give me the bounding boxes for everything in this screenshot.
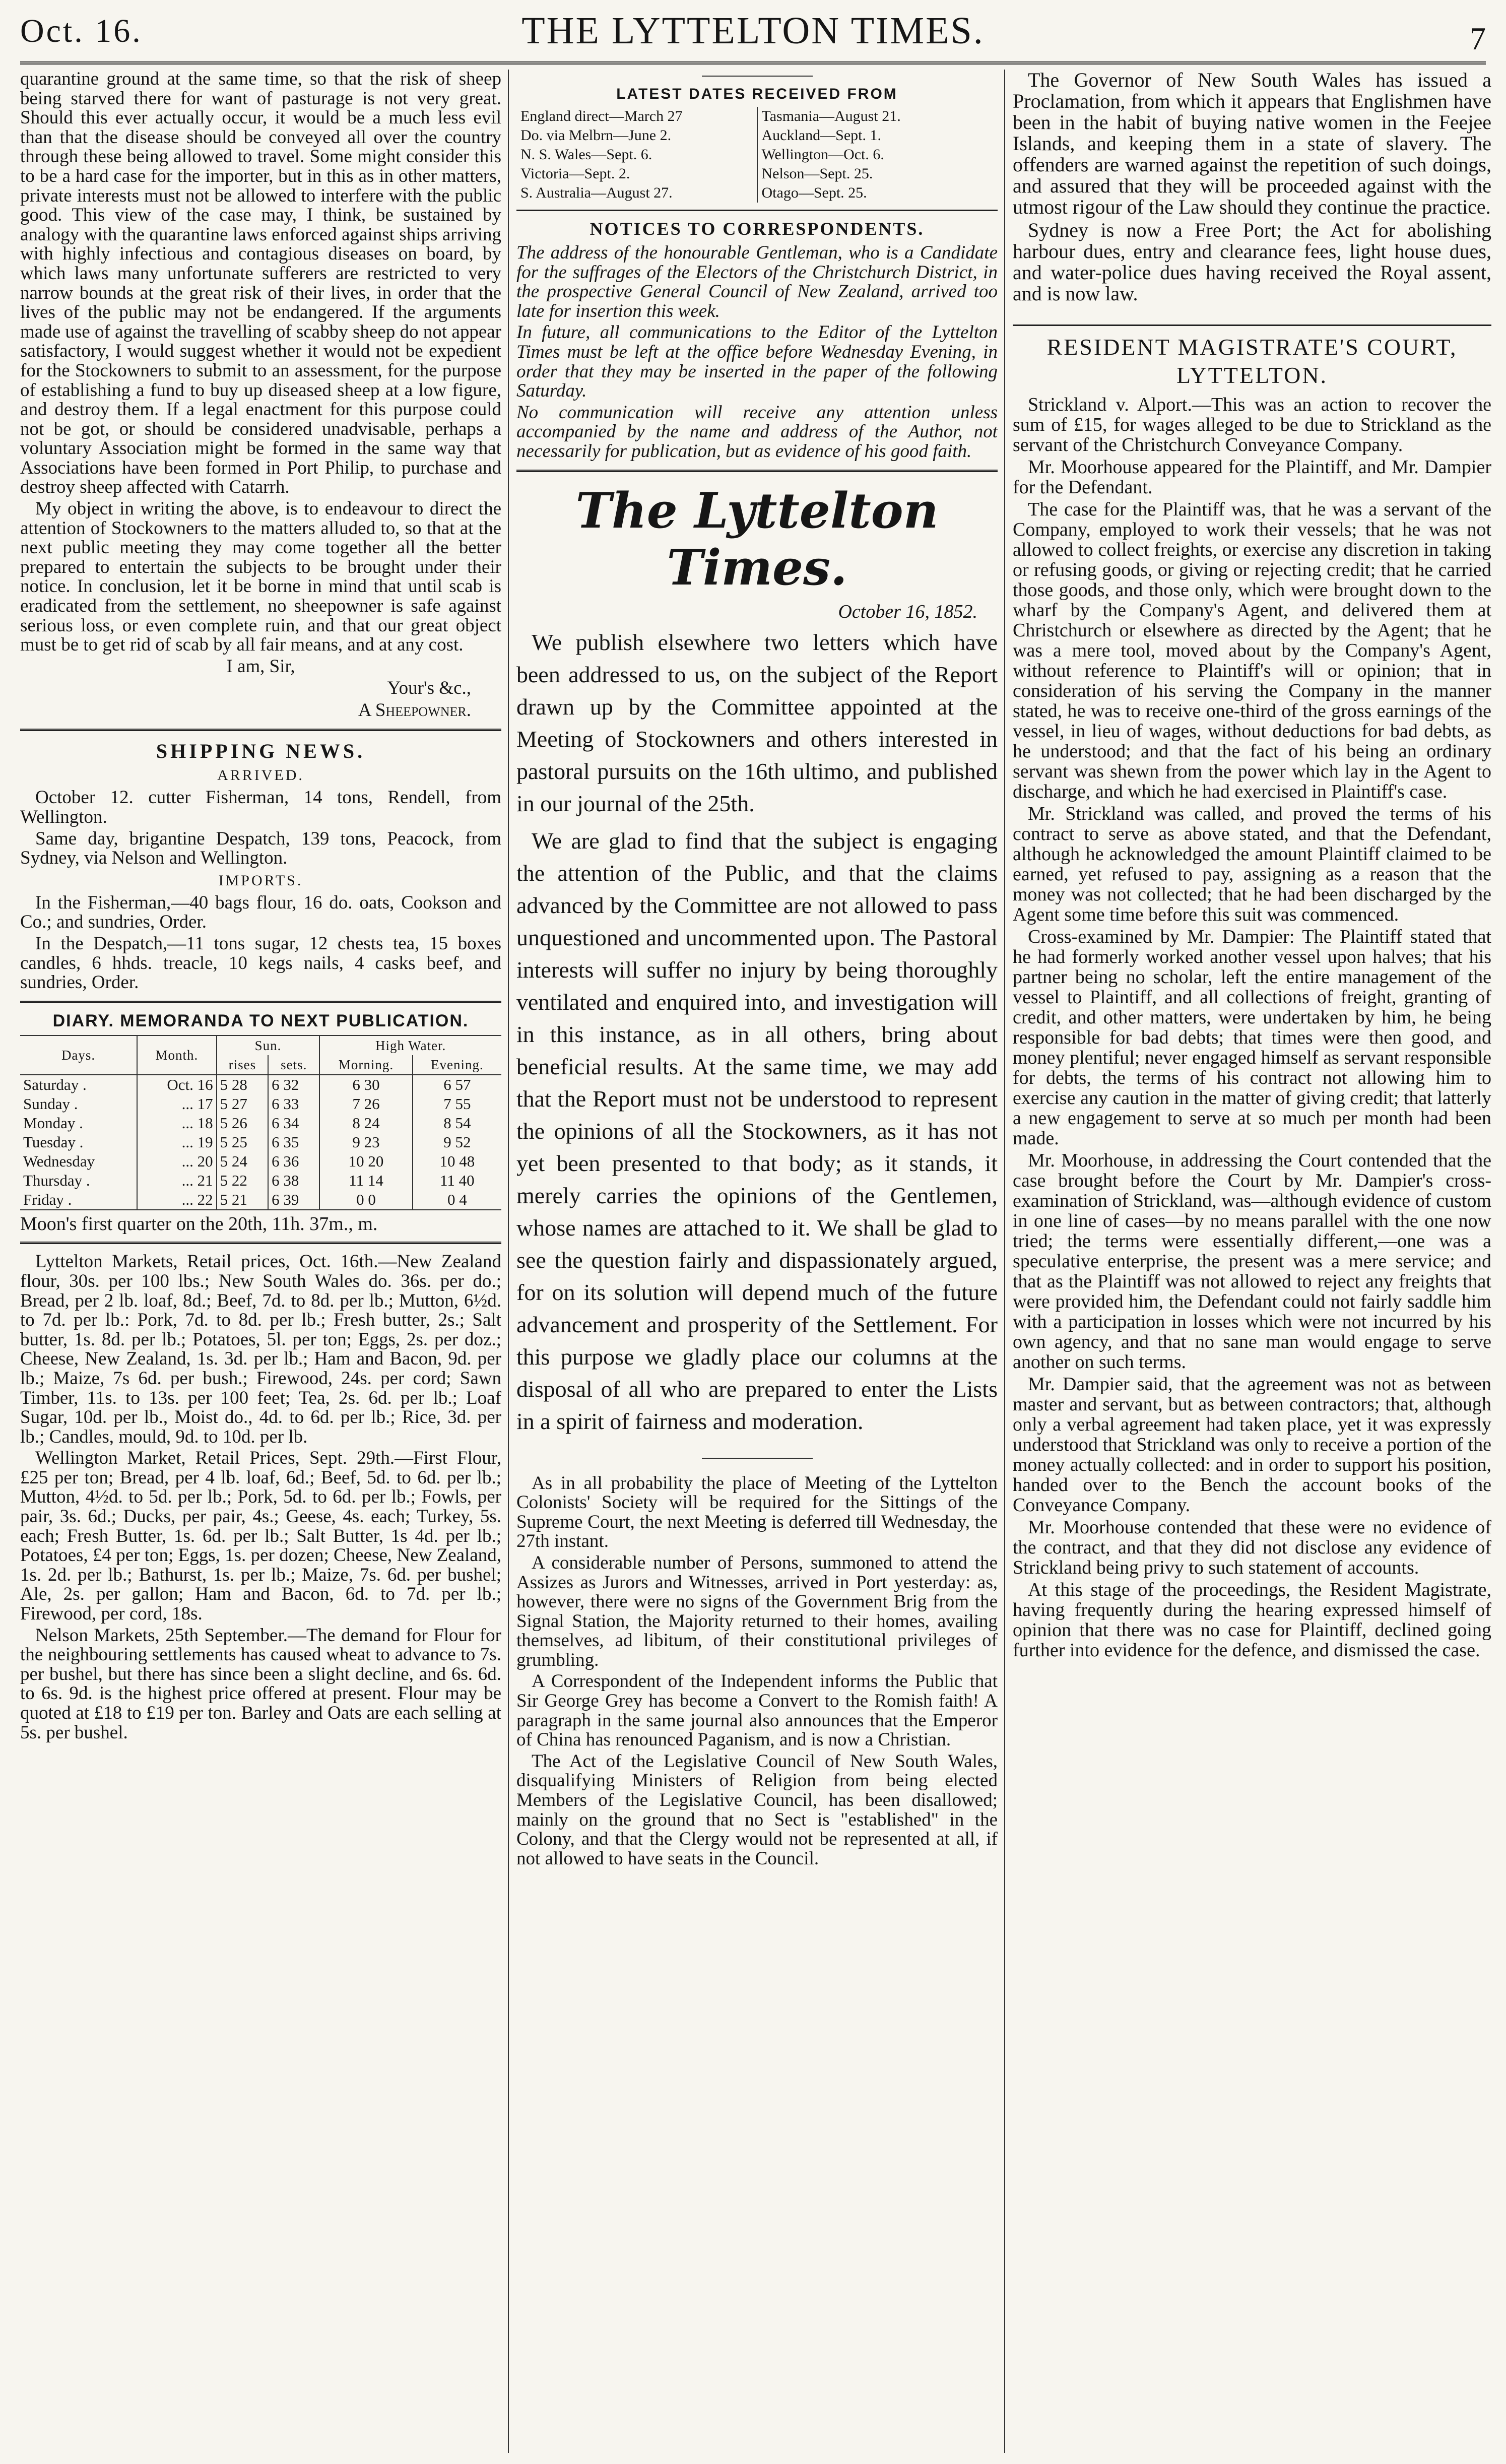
news-item: Sydney is now a Free Port; the Act for abolishing harbour dues, entry and clearance fees, light house dues, and water-police dues having received the Royal assent, and is now law. (1013, 219, 1491, 305)
news-item: The Act of the Legislative Council of New South Wales, disqualifying Ministers of Religion from being elected Members of the Legislative Council, has been disallowed; mainly on the ground that no Sect is "established" in the Colony, and that the Clergy would not be represented at all, if not allowed to have seats in the Council. (516, 1750, 998, 1869)
section-heading: NOTICES TO CORRESPONDENTS. (590, 219, 925, 239)
nelson-markets: Nelson Markets, 25th September.—The demand for Flour for the neighbouring settlements has caused wheat to advance to 7s. per bushel, but there has since been a slight decline, and 6s. 6d. to 6s. 9d. is the highest price offered at present. Flour may be quoted at £18 to £19 per ton. Barley and Oats are each selling at 5s. per bushel. (20, 1625, 501, 1743)
court-paragraph: Mr. Moorhouse contended that these were no evidence of the contract, and that they did not disclose any evidence of Strickland being privy to such statement of accounts. (1013, 1517, 1491, 1578)
shipping-entry: October 12. cutter Fisherman, 14 tons, Rendell, from Wellington. (20, 787, 501, 827)
shipping-entry: Same day, brigantine Despatch, 139 tons, Peacock, from Sydney, via Nelson and Wellington. (20, 828, 501, 869)
subheading: IMPORTS. (218, 872, 303, 889)
letter-paragraph: quarantine ground at the same time, so that the risk of sheep being starved there for want of pasturage is not very great. Should this ever actually occur, it would be a much less evil than that the disease should be conveyed all over the country through these being allowed to travel. Some might consider this to be a hard case for the importer, but in this as in other matters, private interests must not be allowed to interfere with the public good. This view of the case may, I think, be sustained by analogy with the quarantine laws enforced against ships arriving with highly infectious and contagious diseases on board, by which laws many unfortunate sufferers are restricted to very narrow bounds at the great risk of their lives, in order that the lives of the public may not be endangered. If the arguments made use of against the travelling of scabby sheep do not appear satisfactory, I would suggest whether it would not be expedient for the Stockowners to submit to an assessment, for the purpose of establishing a fund to buy up diseased sheep at a low figure, and destroy them. If a legal enactment for this purpose could not be got, or should be considered unadvisable, perhaps a voluntary Association might be formed in the same way that Associations have been formed in Port Philip, to purchase and destroy sheep affected with Catarrh. (20, 70, 501, 498)
page-number: 7 (1470, 21, 1486, 56)
column-divider (1004, 70, 1005, 2453)
letter-to-editor (20, 70, 501, 721)
table-row: Tuesday . ... 19 5 25 6 35 9 23 9 52 (20, 1133, 501, 1152)
editorial-paragraph: We publish elsewhere two letters which have been addressed to us, on the subject of the Report drawn up by the Committee appointed at the Meeting of Stockowners and others interested in pastoral pursuits on the 16th ultimo, and published in our journal of the 25th. (516, 629, 998, 816)
date-entry: Auckland—Sept. 1. (761, 127, 881, 144)
notice-item: The address of the honourable Gentleman, who is a Candidate for the suffrages of the Electors of the Christchurch District, in the prospective General Council of New Zealand, arrived too late for insertion this week. (516, 242, 998, 321)
news-item: A considerable number of Persons, summoned to attend the Assizes as Jurors and Witnesses, arrived in Port yesterday: as, however, there were no signs of the Government Brig from the Signal Station, the Majority returned to their homes, availing themselves, ad libitum, of their constitutional privileges of grumbling. (516, 1552, 998, 1670)
markets (20, 1252, 501, 1742)
issue-date: Oct. 16. (20, 13, 143, 49)
section-heading: DIARY. MEMORANDA TO NEXT PUBLICATION. (52, 1011, 469, 1030)
news-item: The Governor of New South Wales has issued a Proclamation, from which it appears that Englishmen have been in the habit of buying native women in the Feejee Islands, and keeping them in a state of slavery. The offenders are warned against the repetition of such doings, and assured that they will be proceeded against with the utmost rigour of the Law should they continue the practice. (1013, 70, 1491, 218)
news-item: As in all probability the place of Meeting of the Lyttelton Colonists' Society will be required for the Sittings of the Supreme Court, the next Meeting is deferred till Wednesday, the 27th instant. (516, 1472, 998, 1552)
date-entry: Otago—Sept. 25. (761, 184, 867, 201)
table-row: Friday . ... 22 5 21 6 39 0 0 0 4 (20, 1190, 501, 1210)
section-heading: SHIPPING NEWS. (156, 740, 366, 763)
latest-dates (516, 86, 998, 203)
magistrates-court (1013, 333, 1491, 1660)
masthead-rule (20, 61, 1486, 64)
section-rule (20, 729, 501, 731)
col-rises: rises (217, 1055, 269, 1075)
letter-valediction: Your's &c., (387, 678, 471, 699)
court-paragraph: The case for the Plaintiff was, that he was a servant of the Company, employed to work their vessels; that he was not allowed to collect freights, or exercise any discretion in taking or refusing goods, or giving or rejecting credit; that he carried those goods, and those only, which were brought down to the wharf by the Company's Agent, and delivered them at Christchurch or elsewhere as directed by the Agent; that he was a mere tool, moved about by the Company's Agent, without reference to Plaintiff's will or opinion; that in consideration of his serving the Company in the manner stated, he was to receive one-third of the gross earnings of the vessel, in lieu of wages, without deductions for bad debts, as he understood; and that the fact of his being an ordinary servant was shewn from the power which lay in the Agent to discharge, and which he had exercised in Plaintiff's case. (1013, 499, 1491, 802)
wellington-market: Wellington Market, Retail Prices, Sept. 29th.—First Flour, £25 per ton; Bread, per 4 lb. loaf, 6d.; Beef, 5d. to 6d. per lb.; Mutton, 4½d. to 5d. per lb.; Pork, 5d. to 6d. per lb.; Fowls, per pair, 3s. 6d.; Ducks, per pair, 4s.; Geese, 4s. each; Turkey, 5s. each; Fresh Butter, 1s. 6d. per lb.; Salt Butter, 1s 4d. per lb.; Potatoes, £4 per ton; Eggs, 1s. per dozen; Cheese, New Zealand, 1s. 2d. per lb.; Bathurst, 1s. per lb.; Maize, 7s. 6d. per bushel; Ale, 2s. per gallon; Ham and Bacon, 6d. to 7d. per lb.; Firewood, per cord, 18s. (20, 1448, 501, 1625)
date-entry: Nelson—Sept. 25. (761, 165, 873, 182)
notice-item: No communication will receive any attention unless accompanied by the name and address of the Author, not necessarily for publication, but as evidence of his good faith. (516, 402, 998, 462)
col-sun: Sun. (217, 1035, 320, 1055)
local-news (516, 1474, 998, 1869)
court-paragraph: Strickland v. Alport.—This was an action to recover the sum of £15, for wages alleged to be due to Strickland as the servant of the Christchurch Conveyance Company. (1013, 394, 1491, 456)
newspaper-title: THE LYTTELTON TIMES. (521, 10, 985, 52)
date-entry: N. S. Wales—Sept. 6. (520, 146, 652, 163)
court-paragraph: Mr. Strickland was called, and proved the terms of his contract to serve as above stated, and that the Defendant, although he acknowledged the amount Plaintiff claimed to be earned, yet refused to pay, assigning as a reason that the money was not collected; that he had been discharged by the Agent some time before this suit was commenced. (1013, 803, 1491, 925)
court-paragraph: Mr. Moorhouse appeared for the Plaintiff, and Mr. Dampier for the Defendant. (1013, 457, 1491, 498)
column-2 (516, 70, 998, 2458)
table-row: Saturday . Oct. 16 5 28 6 32 6 30 6 57 (20, 1075, 501, 1094)
col-days: Days. (20, 1035, 137, 1075)
table-row: Monday . ... 18 5 26 6 34 8 24 8 54 (20, 1114, 501, 1133)
date-entry: Wellington—Oct. 6. (761, 146, 884, 163)
editorial-paragraph: We are glad to find that the subject is engaging the attention of the Public, and that the claims advanced by the Committee are not allowed to pass unquestioned and uncommented upon. The Pastoral interests will suffer no injury by being thoroughly ventilated and enquired into, and investigation will in this instance, as in all others, bring about beneficial results. At the same time, we may add that the Report must not be understood to represent the opinions of all the Stockowners, as it has not yet been presented to that body; as it stands, it merely carries the opinions of the Gentlemen, whose names are attached to it. We shall be glad to see the question fairly and dispassionately argued, for on its solution will depend much of the future advancement and prosperity of the Settlement. For this purpose we gladly place our columns at the disposal of all who are prepared to enter the Lists in a spirit of fairness and moderation. (516, 827, 998, 1434)
section-rule (20, 1001, 501, 1003)
section-rule (1013, 325, 1491, 326)
import-entry: In the Fisherman,—40 bags flour, 16 do. oats, Cookson and Co.; and sundries, Order. (20, 892, 501, 933)
editorial (516, 482, 998, 1438)
dates-table (516, 107, 998, 203)
date-entry: Do. via Melbrn—June 2. (520, 127, 672, 144)
section-heading: LATEST DATES RECEIVED FROM (616, 86, 898, 102)
notice-item: In future, all communications to the Editor of the Lyttelton Times must be left at the office before Wednesday Evening, in order that they may be inserted in the paper of the following Saturday. (516, 322, 998, 402)
shipping-news (20, 739, 501, 992)
court-paragraph: Cross-examined by Mr. Dampier: The Plaintiff stated that he had formerly worked another vessel upon halves; that his partner being no scholar, left the entire management of the vessel to Plaintiff, and all collections of freight, granting of credit, and other matters, were undertaken by him, he being responsible for bad debts; that times were then good, and money plentiful; never engaged himself as servant responsible for debts, the terms of his contract not allowing him to exercise any caution in the matter of giving credit; that latterly a new engagement to serve at so much per month had been made. (1013, 926, 1491, 1149)
divider (702, 1458, 813, 1459)
table-row: Thursday . ... 21 5 22 6 38 11 14 11 40 (20, 1171, 501, 1190)
import-entry: In the Despatch,—11 tons sugar, 12 chests tea, 15 boxes candles, 6 hhds. treacle, 10 kegs nails, 4 casks beef, and sundries, Order. (20, 933, 501, 993)
date-entry: England direct—March 27 (520, 108, 683, 124)
divider (702, 76, 813, 77)
col-sets: sets. (268, 1055, 319, 1075)
col-month: Month. (137, 1035, 217, 1075)
date-entry: Tasmania—August 21. (761, 108, 901, 124)
court-paragraph: Mr. Dampier said, that the agreement was not as between master and servant, but as between contractors; that, although only a verbal agreement had taken place, yet it was expressly understood that Strickland was only to receive a portion of the money actually collected: and in order to support his position, handed over to the Bench the account books of the Conveyance Company. (1013, 1374, 1491, 1516)
notices-to-correspondents (516, 218, 998, 462)
column-divider (508, 70, 509, 2453)
letter-paragraph: My object in writing the above, is to endeavour to direct the attention of Stockowners to the matters alluded to, so that at the next public meeting they may come together all the better prepared to entertain the subjects to be brought under their notice. In conclusion, let it be borne in mind that until scab is eradicated from the settlement, no sheepowner is safe against serious loss, or even complete ruin, and that our great object must be to get rid of scab by all fair means, and at any cost. (20, 498, 501, 656)
masthead (20, 9, 1486, 64)
letter-closing: I am, Sir, (226, 656, 295, 677)
section-rule (516, 210, 998, 211)
moon-note: Moon's first quarter on the 20th, 11h. 37m., m. (20, 1213, 378, 1235)
news-item: A Correspondent of the Independent informs the Public that Sir George Grey has become a Convert to the Romish faith! A paragraph in the same journal also announces that the Emperor of China has renounced Paganism, and is now a Christian. (516, 1671, 998, 1750)
court-paragraph: Mr. Moorhouse, in addressing the Court contended that the case brought before the Court by Mr. Dampier's cross-examination of Strickland, was—although evidence of custom in one line of cases—by no means parallel with the one now tried; the terms were essentially different,—one was a speculative enterprise, the present was a mere service; and that as the Plaintiff was not allowed to reject any freights that were provided him, the Defendant could not fairly saddle him with a participation in losses which were not incurred by his own agency, and that no sane man would engage to serve another on such terms. (1013, 1150, 1491, 1373)
section-heading: RESIDENT MAGISTRATE'S COURT, LYTTELTON. (1046, 334, 1458, 388)
date-entry: Victoria—Sept. 2. (520, 165, 630, 182)
subheading: ARRIVED. (217, 767, 304, 784)
diary-memoranda (20, 1011, 501, 1234)
section-rule (20, 1242, 501, 1244)
date-entry: S. Australia—August 27. (520, 184, 673, 201)
col-high-water: High Water. (319, 1035, 501, 1055)
dateline: October 16, 1852. (838, 601, 977, 622)
table-row: Sunday . ... 17 5 27 6 33 7 26 7 55 (20, 1094, 501, 1114)
table-row: Wednesday ... 20 5 24 6 36 10 20 10 48 (20, 1152, 501, 1171)
column-3 (1013, 70, 1491, 2458)
col-evening: Evening. (413, 1055, 501, 1075)
court-paragraph: At this stage of the proceedings, the Resident Magistrate, having frequently during the hearing expressed himself of opinion that there was no case for Plaintiff, declined going further into evidence for the defence, and dismissed the case. (1013, 1579, 1491, 1661)
letter-signature: A Sheepowner. (358, 700, 471, 721)
col-morning: Morning. (319, 1055, 412, 1075)
column-1 (20, 70, 501, 2458)
section-rule (516, 470, 998, 472)
diary-table (20, 1035, 501, 1210)
lyttelton-markets: Lyttelton Markets, Retail prices, Oct. 16th.—New Zealand flour, 30s. per 100 lbs.; New South Wales do. 36s. per do.; Bread, per 2 lb. loaf, 8d.; Beef, 7d. to 8d. per lb.; Mutton, 6½d. to 7d. per lb.: Pork, 7d. to 8d. per lb.; Fresh butter, 2s.; Salt butter, 1s. 8d. per lb.; Potatoes, 5l. per ton; Eggs, 2s. per doz.; Cheese, New Zealand, 1s. 3d. per lb.; Ham and Bacon, 9d. per lb.; Maize, 7s 6d. per bush.; Firewood, 24s. per cord; Sawn Timber, 11s. to 13s. per 100 feet; Tea, 2s. 6d. per lb.; Loaf Sugar, 10d. per lb., Moist do., 4d. to 6d. per lb.; Rice, 3d. per lb.; Candles, mould, 9d. to 10d. per lb. (20, 1251, 501, 1447)
editorial-masthead: The Lyttelton Times. (575, 482, 939, 596)
